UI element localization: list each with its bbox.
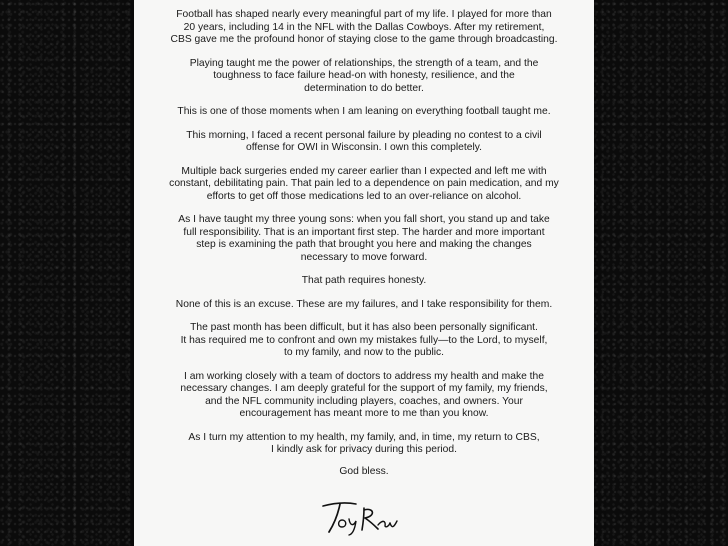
paragraph-lessons: Playing taught me the power of relationships, the strength of a team, and the toughness to face failure head-on with honesty, resilience, and the determination to do better.	[189, 57, 539, 94]
signature-image	[320, 496, 400, 536]
paragraph-surgeries: Multiple back surgeries ended my career earlier than I expected and left me with constant, debilitating pain. That pain led to a dependence on pain medication, and my efforts to get off those medications led to an over-reliance on alcohol.	[169, 165, 559, 202]
letter-body	[146, 9, 582, 478]
paragraph-honesty: That path requires honesty.	[301, 275, 427, 286]
paragraph-no-excuse: None of this is an excuse. These are my failures, and I take responsibility for them.	[175, 298, 553, 310]
paragraph-privacy: As I turn my attention to my health, my family, and, in time, my return to CBS, I kindly ask for privacy during this period.	[188, 431, 540, 455]
paragraph-owi: This morning, I faced a recent personal failure by pleading no contest to a civil offense for OWI in Wisconsin. I own this completely.	[186, 129, 542, 153]
paragraph-football-career: Football has shaped nearly every meaningful part of my life. I played for more than 20 years, including 14 in the NFL with the Dallas Cowboys. After my retirement, CBS gave me the profound honor of staying close to the game through broadcasting.	[170, 9, 558, 45]
paragraph-past-month: The past month has been difficult, but it has also been personally significant. It has required me to confront and own my mistakes fully—to the Lord, to myself, to my family, and now to the public.	[180, 322, 548, 358]
paragraph-moment: This is one of those moments when I am leaning on everything football taught me.	[177, 106, 551, 117]
paragraph-sons: As I have taught my three young sons: when you fall short, you stand up and take full responsibility. That is an important first step. The harder and more important step is examining the path that brought you here and making the changes necessary to move forward.	[178, 214, 550, 263]
paragraph-doctors: I am working closely with a team of doctors to address my health and make the necessary changes. I am deeply grateful for the support of my family, my friends, and the NFL community including players, coaches, and owners. Your encouragement has meant more to me than you know.	[180, 370, 548, 419]
textured-background-left	[0, 0, 134, 546]
textured-background-right	[594, 0, 728, 546]
letter-page	[134, 0, 594, 546]
closing-line: God bless.	[339, 465, 389, 477]
